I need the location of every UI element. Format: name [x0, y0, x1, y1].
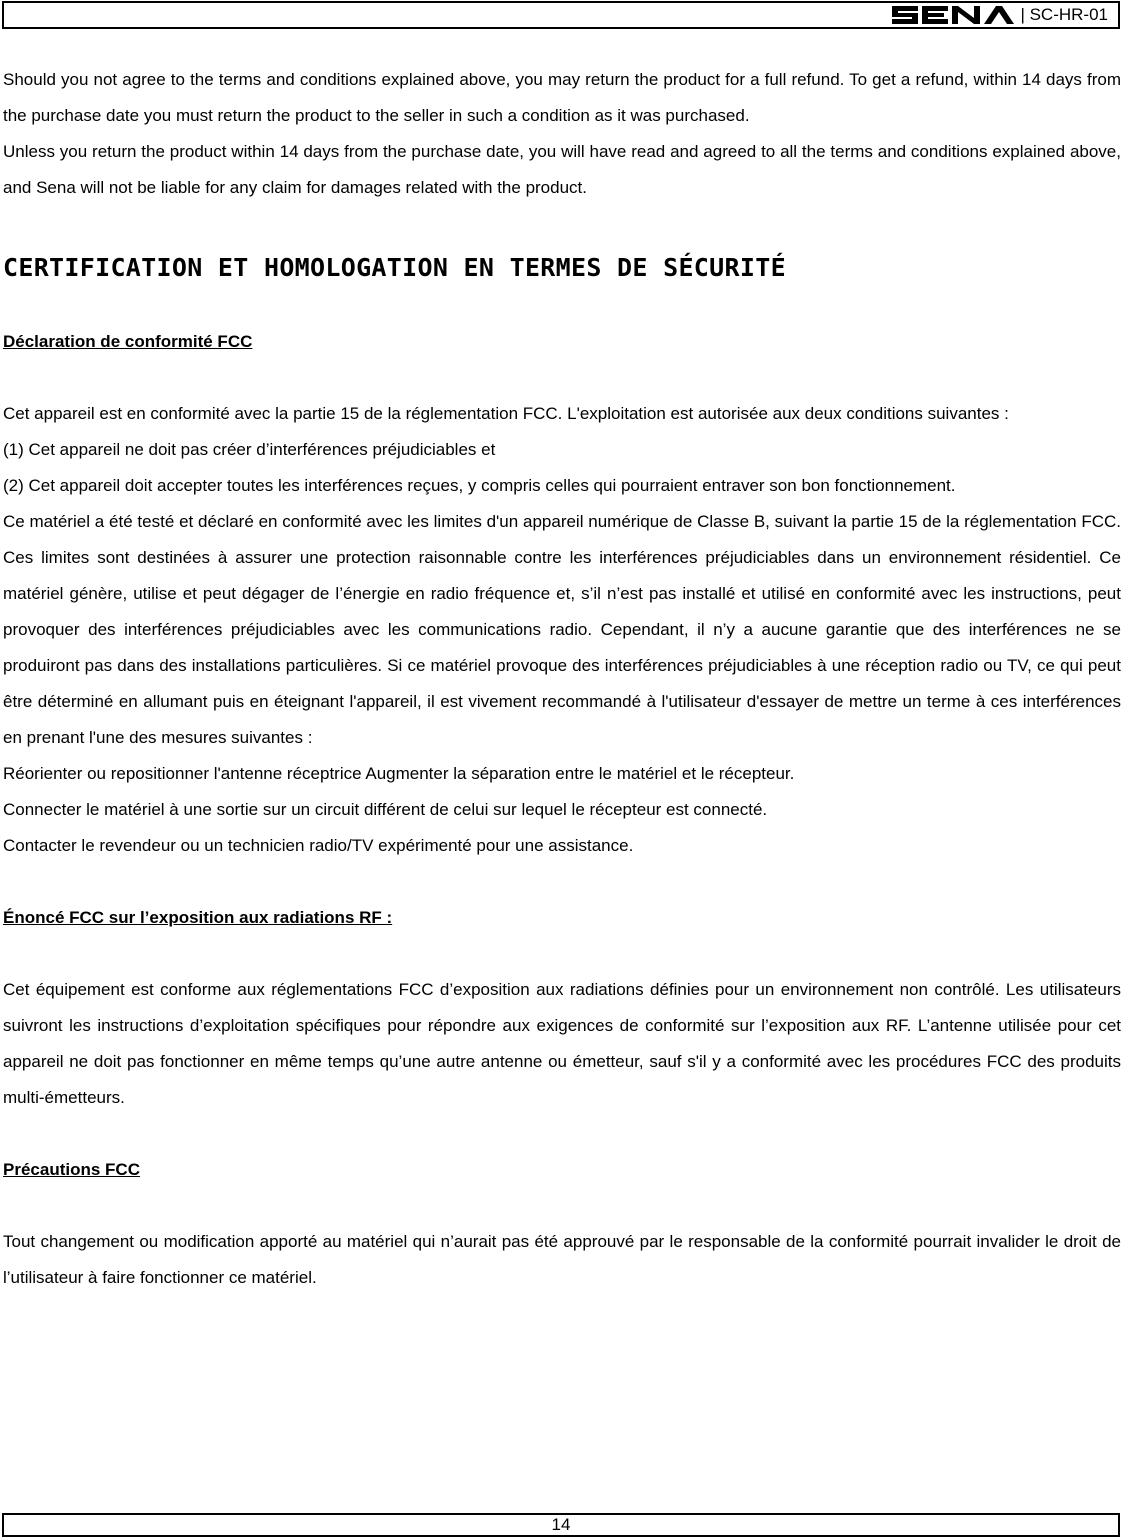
spacer [3, 288, 1121, 324]
document-id: | SC-HR-01 [1020, 5, 1108, 24]
rf-exposure-title: Énoncé FCC sur l’exposition aux radiations RF : [3, 908, 393, 927]
precautions-title: Précautions FCC [3, 1160, 140, 1179]
fcc-paragraph: (2) Cet appareil doit accepter toutes les interférences reçues, y compris celles qui pourraient entraver son bon fonctionnement. [3, 476, 956, 495]
header-right [890, 3, 1108, 27]
page-footer [2, 1513, 1120, 1537]
fcc-paragraph: Ce matériel a été testé et déclaré en conformité avec les limites d'un appareil numérique de Classe B, suivant la partie 15 de la réglementation FCC. Ces limites sont destinées à assurer une protection raisonnable contre les interférences préjudiciables dans un environnement résidentiel. Ce matériel génère, utilise et peut dégager de l’énergie en radio fréquence et, s’il n’est pas installé et utilisé en conformité avec les instructions, peut provoquer des interférences préjudiciables avec les communications radio. Cependant, il n’y a aucune garantie que des interférences ne se produiront pas dans des installations particulières. Si ce matériel provoque des interférences préjudiciables à une réception radio ou TV, ce qui peut être déterminé en allumant puis en éteignant l'appareil, il est vivement recommandé à l'utilisateur d'essayer de mettre un terme à ces interférences en prenant l'une des mesures suivantes : [3, 512, 1121, 747]
fcc-paragraph: Cet appareil est en conformité avec la partie 15 de la réglementation FCC. L'exploitation est autorisée aux deux conditions suivantes : [3, 404, 1009, 423]
spacer [3, 1188, 1121, 1224]
precautions-paragraph: Tout changement ou modification apporté au matériel qui n’aurait pas été approuvé par le responsable de la conformité pourrait invalider le droit de l’utilisateur à faire fonctionner ce matériel. [3, 1232, 1121, 1287]
spacer [3, 206, 1121, 242]
main-section-title: CERTIFICATION ET HOMOLOGATION EN TERMES DE SÉCURITÉ [3, 253, 786, 282]
spacer [3, 360, 1121, 396]
page-content [3, 62, 1121, 1296]
intro-paragraph-2: Unless you return the product within 14 days from the purchase date, you will have read and agreed to all the terms and conditions explained above, and Sena will not be liable for any claim for damages related with the product. [3, 142, 1121, 197]
spacer [3, 864, 1121, 900]
intro-paragraph-1: Should you not agree to the terms and conditions explained above, you may return the product for a full refund. To get a refund, within 14 days from the purchase date you must return the product to the seller in such a condition as it was purchased. [3, 70, 1121, 125]
fcc-paragraph: Réorienter ou repositionner l'antenne réceptrice Augmenter la séparation entre le matériel et le récepteur. [3, 764, 795, 783]
fcc-paragraph: (1) Cet appareil ne doit pas créer d’interférences préjudiciables et [3, 440, 496, 459]
page-number: 14 [551, 1515, 571, 1534]
rf-exposure-paragraph: Cet équipement est conforme aux réglementations FCC d’exposition aux radiations définies pour un environnement non contrôlé. Les utilisateurs suivront les instructions d’exploitation spécifiques pour répondre aux exigences de conformité sur l’exposition aux RF. L’antenne utilisée pour cet appareil ne doit pas fonctionner en même temps qu’une autre antenne ou émetteur, sauf s'il y a conformité avec les procédures FCC des produits multi-émetteurs. [3, 980, 1121, 1107]
spacer [3, 1116, 1121, 1152]
fcc-paragraph: Connecter le matériel à une sortie sur un circuit différent de celui sur lequel le récepteur est connecté. [3, 800, 768, 819]
page-header [2, 1, 1120, 29]
fcc-declaration-title: Déclaration de conformité FCC [3, 332, 253, 351]
spacer [3, 936, 1121, 972]
sena-logo [890, 4, 1018, 26]
fcc-paragraph: Contacter le revendeur ou un technicien radio/TV expérimenté pour une assistance. [3, 836, 634, 855]
